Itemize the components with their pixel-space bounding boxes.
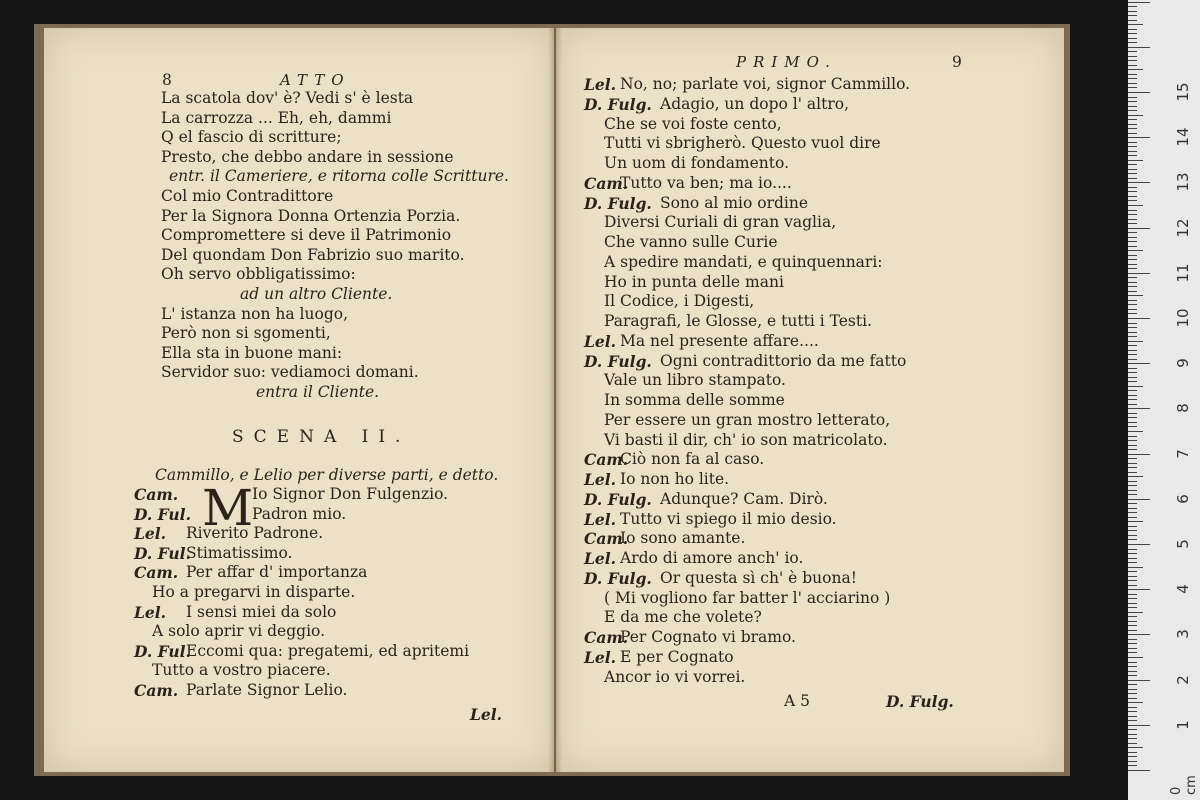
ruler-number: 5 xyxy=(1174,539,1192,549)
dialogue-line: I sensi miei da solo xyxy=(186,602,337,621)
body-line: entra il Cliente. xyxy=(256,383,380,401)
ruler-tick xyxy=(1128,634,1150,635)
ruler-tick xyxy=(1128,698,1137,699)
speaker-label: Cam. xyxy=(584,529,629,549)
ruler-tick xyxy=(1128,304,1137,305)
ruler-tick xyxy=(1128,535,1137,536)
ruler-tick xyxy=(1128,155,1137,156)
ruler-tick xyxy=(1128,74,1137,75)
speaker-label: D. Fulg. xyxy=(584,568,652,588)
ruler-tick xyxy=(1128,765,1137,766)
speaker-label: D. Ful. xyxy=(134,504,191,524)
speaker-label: Cam. xyxy=(134,485,179,504)
ruler-tick xyxy=(1128,323,1137,324)
ruler-tick xyxy=(1128,648,1137,649)
ruler-number: 9 xyxy=(1174,358,1192,368)
drop-cap: M xyxy=(202,479,254,537)
dialogue-line: Un uom di fondamento. xyxy=(604,154,790,172)
ruler-tick xyxy=(1128,702,1143,703)
ruler-tick xyxy=(1128,756,1137,757)
ruler-tick xyxy=(1128,133,1137,134)
ruler-tick xyxy=(1128,51,1137,52)
ruler-tick xyxy=(1128,106,1137,107)
ruler-tick xyxy=(1128,562,1137,563)
dialogue-line: Ciò non fa al caso. xyxy=(620,450,765,469)
dialogue-line: Io Signor Don Fulgenzio. xyxy=(252,485,449,503)
dialogue-line: In somma delle somme xyxy=(604,391,785,409)
body-line: L' istanza non ha luogo, xyxy=(161,304,349,323)
ruler-tick xyxy=(1128,264,1137,265)
ruler-tick xyxy=(1128,390,1137,391)
right-page-number: 9 xyxy=(952,53,962,71)
body-line: Servidor suo: vediamoci domani. xyxy=(161,363,419,382)
ruler-number: 11 xyxy=(1174,263,1192,283)
ruler-tick xyxy=(1128,485,1137,486)
ruler-tick xyxy=(1128,200,1137,201)
ruler-tick xyxy=(1128,124,1137,125)
ruler-tick xyxy=(1128,576,1137,577)
ruler-tick xyxy=(1128,210,1137,211)
ruler-tick xyxy=(1128,377,1137,378)
dialogue-line: Per Cognato vi bramo. xyxy=(620,628,796,646)
ruler-tick xyxy=(1128,38,1137,39)
dialogue-line: Tutto a vostro piacere. xyxy=(152,661,331,680)
ruler-tick xyxy=(1128,521,1143,522)
ruler-tick xyxy=(1128,499,1150,500)
ruler-tick xyxy=(1128,173,1137,174)
ruler-tick xyxy=(1128,56,1137,57)
left-page xyxy=(44,28,554,772)
body-line: Per la Signora Donna Ortenzia Porzia. xyxy=(161,206,461,225)
dialogue-line: A solo aprir vi deggio. xyxy=(152,622,326,641)
ruler-tick xyxy=(1128,734,1137,735)
dialogue-line: Riverito Padrone. xyxy=(186,524,324,543)
dialogue-line: A spedire mandati, e quinquennari: xyxy=(604,252,883,271)
speaker-label: D. Fulg. xyxy=(584,193,652,213)
ruler-tick xyxy=(1128,580,1137,581)
dialogue-line: Stimatissimo. xyxy=(186,543,293,562)
ruler-tick xyxy=(1128,598,1137,599)
ruler-tick xyxy=(1128,567,1143,568)
dialogue-line: Io non ho lite. xyxy=(620,470,730,488)
ruler-tick xyxy=(1128,503,1137,504)
ruler-tick xyxy=(1128,350,1137,351)
ruler-tick xyxy=(1128,178,1137,179)
ruler-tick xyxy=(1128,110,1137,111)
ruler-tick xyxy=(1128,228,1150,229)
catchword: D. Fulg. xyxy=(886,692,954,711)
ruler-tick xyxy=(1128,662,1137,663)
ruler-tick xyxy=(1128,160,1143,161)
ruler-tick xyxy=(1128,15,1137,16)
ruler-tick xyxy=(1128,716,1137,717)
ruler-tick xyxy=(1128,657,1143,658)
dialogue-line: Eccomi qua: pregatemi, ed apritemi xyxy=(186,641,470,660)
ruler-tick xyxy=(1128,625,1137,626)
ruler-tick xyxy=(1128,115,1143,116)
ruler-tick xyxy=(1128,490,1137,491)
ruler-tick xyxy=(1128,282,1137,283)
dialogue-line: Vi basti il dir, ch' io son matricolato. xyxy=(604,430,888,449)
ruler-tick xyxy=(1128,187,1137,188)
speaker-label: Cam. xyxy=(134,563,179,583)
ruler-tick xyxy=(1128,693,1137,694)
body-line: Q el fascio di scritture; xyxy=(161,128,342,147)
ruler-number: 4 xyxy=(1174,584,1192,594)
dialogue-line: Per essere un gran mostro letterato, xyxy=(604,410,891,429)
ruler-tick xyxy=(1128,616,1137,617)
dialogue-line: Per affar d' importanza xyxy=(186,563,368,582)
ruler-tick xyxy=(1128,219,1137,220)
ruler-tick xyxy=(1128,417,1137,418)
ruler-tick xyxy=(1128,707,1137,708)
ruler-tick xyxy=(1128,747,1143,748)
speaker-label: Lel. xyxy=(134,524,167,544)
ruler-tick xyxy=(1128,639,1137,640)
dialogue-line: Parlate Signor Lelio. xyxy=(186,681,348,699)
ruler-tick xyxy=(1128,607,1137,608)
ruler-tick xyxy=(1128,440,1137,441)
ruler-number: 12 xyxy=(1174,218,1192,238)
ruler-tick xyxy=(1128,643,1137,644)
ruler-tick xyxy=(1128,494,1137,495)
ruler-tick xyxy=(1128,680,1150,681)
ruler-tick xyxy=(1128,286,1137,287)
body-line: Del quondam Don Fabrizio suo marito. xyxy=(161,245,465,264)
ruler-number: 2 xyxy=(1174,674,1192,685)
stage-direction: Cammillo, e Lelio per diverse parti, e detto. xyxy=(155,466,499,484)
ruler-number: 3 xyxy=(1174,629,1192,640)
dialogue-line: Ancor io vi vorrei. xyxy=(604,667,746,686)
speaker-label: Lel. xyxy=(584,647,617,667)
dialogue-line: E per Cognato xyxy=(620,647,734,666)
ruler-tick xyxy=(1128,463,1137,464)
ruler-tick xyxy=(1128,363,1150,364)
left-running-head: ATTO xyxy=(280,71,351,89)
dialogue-line: Io sono amante. xyxy=(620,529,746,548)
body-line: Col mio Contradittore xyxy=(161,187,334,205)
ruler-tick xyxy=(1128,232,1137,233)
ruler-tick xyxy=(1128,11,1137,12)
dialogue-line: Vale un libro stampato. xyxy=(604,371,786,390)
speaker-label: Lel. xyxy=(584,470,617,489)
ruler-tick xyxy=(1128,291,1137,292)
ruler-tick xyxy=(1128,164,1137,165)
ruler-tick xyxy=(1128,743,1137,744)
body-line: Però non si sgomenti, xyxy=(161,324,331,343)
book-gutter xyxy=(548,28,562,772)
dialogue-line: Che se voi foste cento, xyxy=(604,114,782,133)
scene-heading: SCENA II. xyxy=(232,427,411,447)
ruler-tick xyxy=(1128,214,1137,215)
ruler-tick xyxy=(1128,119,1137,120)
body-line: ad un altro Cliente. xyxy=(240,285,393,303)
ruler-tick xyxy=(1128,549,1137,550)
ruler-tick xyxy=(1128,151,1137,152)
ruler-tick xyxy=(1128,223,1137,224)
ruler-tick xyxy=(1128,268,1137,269)
ruler-tick xyxy=(1128,250,1143,251)
ruler-tick xyxy=(1128,205,1143,206)
ruler-tick xyxy=(1128,33,1137,34)
ruler-tick xyxy=(1128,526,1137,527)
ruler-tick xyxy=(1128,20,1137,21)
ruler-number: 14 xyxy=(1174,127,1192,147)
ruler-tick xyxy=(1128,381,1137,382)
ruler-tick xyxy=(1128,246,1137,247)
ruler-tick xyxy=(1128,752,1137,753)
ruler-tick xyxy=(1128,530,1137,531)
body-line: Ella sta in buone mani: xyxy=(161,343,343,362)
ruler-tick xyxy=(1128,29,1137,30)
ruler-tick xyxy=(1128,612,1143,613)
ruler-tick xyxy=(1128,255,1137,256)
ruler-tick xyxy=(1128,404,1137,405)
ruler-tick xyxy=(1128,652,1137,653)
ruler-tick xyxy=(1128,436,1137,437)
ruler-tick xyxy=(1128,621,1137,622)
signature-mark: A 5 xyxy=(784,692,810,710)
ruler-tick xyxy=(1128,83,1137,84)
dialogue-line: Sono al mio ordine xyxy=(660,193,809,212)
ruler-tick xyxy=(1128,589,1150,590)
ruler-tick xyxy=(1128,720,1137,721)
speaker-label: Lel. xyxy=(584,331,617,351)
ruler-tick xyxy=(1128,60,1137,61)
speaker-label: Cam. xyxy=(584,173,629,193)
ruler-tick xyxy=(1128,237,1137,238)
body-line: Oh servo obbligatissimo: xyxy=(161,265,356,284)
ruler-tick xyxy=(1128,318,1150,319)
ruler-tick xyxy=(1128,241,1137,242)
ruler-tick xyxy=(1128,128,1137,129)
speaker-label: Lel. xyxy=(584,549,617,568)
dialogue-line: Ho in punta delle mani xyxy=(604,272,784,291)
ruler-tick xyxy=(1128,336,1137,337)
ruler-tick xyxy=(1128,684,1137,685)
dialogue-line: Ogni contradittorio da me fatto xyxy=(660,351,907,370)
ruler-tick xyxy=(1128,277,1137,278)
right-page xyxy=(556,28,1064,772)
dialogue-line: Ma nel presente affare.... xyxy=(620,331,819,350)
ruler-tick xyxy=(1128,512,1137,513)
speaker-label: Cam. xyxy=(134,681,179,700)
ruler-tick xyxy=(1128,137,1150,138)
ruler-tick xyxy=(1128,359,1137,360)
speaker-label: Lel. xyxy=(134,602,167,622)
ruler-tick xyxy=(1128,341,1143,342)
dialogue-line: Diversi Curiali di gran vaglia, xyxy=(604,213,837,232)
ruler-tick xyxy=(1128,101,1137,102)
ruler-tick xyxy=(1128,142,1137,143)
ruler-tick xyxy=(1128,65,1137,66)
dialogue-line: Paragrafi, le Glosse, e tutti i Testi. xyxy=(604,312,872,330)
ruler-tick xyxy=(1128,408,1150,409)
ruler-tick xyxy=(1128,467,1137,468)
ruler-tick xyxy=(1128,553,1137,554)
ruler-tick xyxy=(1128,332,1137,333)
ruler-number: 1 xyxy=(1174,720,1192,730)
ruler-tick xyxy=(1128,445,1137,446)
ruler-tick xyxy=(1128,594,1137,595)
ruler-number: 13 xyxy=(1174,172,1192,192)
ruler-tick xyxy=(1128,431,1143,432)
dialogue-line: Il Codice, i Digesti, xyxy=(604,292,755,311)
catchword: Lel. xyxy=(470,705,503,724)
ruler-tick xyxy=(1128,368,1137,369)
ruler-tick xyxy=(1128,481,1137,482)
ruler-tick xyxy=(1128,92,1150,93)
ruler-tick xyxy=(1128,300,1137,301)
ruler-tick xyxy=(1128,313,1137,314)
ruler-tick xyxy=(1128,689,1137,690)
ruler-tick xyxy=(1128,24,1143,25)
ruler-tick xyxy=(1128,327,1137,328)
ruler-number: 15 xyxy=(1174,82,1192,102)
speaker-label: D. Fulg. xyxy=(584,94,652,114)
ruler-tick xyxy=(1128,386,1143,387)
ruler-tick xyxy=(1128,603,1137,604)
dialogue-line: Tutto vi spiego il mio desio. xyxy=(620,509,837,528)
ruler-tick xyxy=(1128,87,1137,88)
ruler-tick xyxy=(1128,675,1137,676)
right-running-head: PRIMO. xyxy=(736,53,837,71)
ruler-number: 7 xyxy=(1174,448,1192,459)
ruler-tick xyxy=(1128,449,1137,450)
dialogue-line: Adunque? Cam. Dirò. xyxy=(660,489,828,508)
ruler-tick xyxy=(1128,42,1137,43)
ruler-tick xyxy=(1128,544,1150,545)
dialogue-line: Ho a pregarvi in disparte. xyxy=(152,583,356,601)
ruler-tick xyxy=(1128,571,1137,572)
ruler-tick xyxy=(1128,372,1137,373)
ruler-tick xyxy=(1128,146,1137,147)
ruler-tick xyxy=(1128,770,1150,771)
dialogue-line: Adagio, un dopo l' altro, xyxy=(660,94,849,113)
ruler-unit-label: 0 cm xyxy=(1169,775,1199,795)
body-line: Compromettere si deve il Patrimonio xyxy=(161,226,452,245)
dialogue-line: Ardo di amore anch' io. xyxy=(620,549,804,567)
left-page-number: 8 xyxy=(162,71,172,89)
speaker-label: Cam. xyxy=(584,450,629,470)
dialogue-line: Padron mio. xyxy=(252,504,347,523)
ruler-tick xyxy=(1128,458,1137,459)
body-line: entr. il Cameriere, e ritorna colle Scritture. xyxy=(169,167,509,186)
ruler-tick xyxy=(1128,558,1137,559)
dialogue-line: Tutti vi sbrigherò. Questo vuol dire xyxy=(604,134,881,153)
ruler-number: 8 xyxy=(1174,403,1192,414)
ruler-tick xyxy=(1128,273,1150,274)
ruler-tick xyxy=(1128,97,1137,98)
body-line: La scatola dov' è? Vedi s' è lesta xyxy=(161,89,414,107)
ruler-tick xyxy=(1128,517,1137,518)
dialogue-line: No, no; parlate voi, signor Cammillo. xyxy=(620,75,911,93)
speaker-label: D. Fulg. xyxy=(584,351,652,371)
speaker-label: Lel. xyxy=(584,509,617,529)
speaker-label: D. Ful. xyxy=(134,543,191,563)
ruler-tick xyxy=(1128,761,1137,762)
scale-ruler xyxy=(1128,0,1200,800)
speaker-label: D. Ful. xyxy=(134,641,191,661)
ruler-tick xyxy=(1128,472,1137,473)
ruler-tick xyxy=(1128,182,1150,183)
ruler-tick xyxy=(1128,196,1137,197)
ruler-tick xyxy=(1128,6,1137,7)
body-line: La carrozza ... Eh, eh, dammi xyxy=(161,108,392,127)
dialogue-line: ( Mi vogliono far batter l' acciarino ) xyxy=(604,588,891,607)
ruler-tick xyxy=(1128,191,1137,192)
ruler-tick xyxy=(1128,345,1137,346)
dialogue-line: Che vanno sulle Curie xyxy=(604,233,778,251)
ruler-tick xyxy=(1128,47,1150,48)
ruler-tick xyxy=(1128,671,1137,672)
ruler-number: 10 xyxy=(1174,308,1192,328)
ruler-tick xyxy=(1128,399,1137,400)
ruler-tick xyxy=(1128,711,1137,712)
ruler-tick xyxy=(1128,2,1150,3)
ruler-tick xyxy=(1128,585,1137,586)
ruler-tick xyxy=(1128,309,1137,310)
dialogue-line: Or questa sì ch' è buona! xyxy=(660,568,857,587)
ruler-tick xyxy=(1128,725,1150,726)
ruler-tick xyxy=(1128,413,1137,414)
ruler-tick xyxy=(1128,169,1137,170)
speaker-label: Cam. xyxy=(584,628,629,647)
ruler-number: 6 xyxy=(1174,494,1192,504)
speaker-label: D. Fulg. xyxy=(584,489,652,509)
speaker-label: Lel. xyxy=(584,75,617,94)
ruler-tick xyxy=(1128,539,1137,540)
ruler-tick xyxy=(1128,729,1137,730)
ruler-tick xyxy=(1128,630,1137,631)
ruler-tick xyxy=(1128,354,1137,355)
ruler-tick xyxy=(1128,69,1143,70)
ruler-tick xyxy=(1128,295,1143,296)
ruler-tick xyxy=(1128,454,1150,455)
dialogue-line: Tutto va ben; ma io.... xyxy=(620,173,792,192)
ruler-tick xyxy=(1128,259,1137,260)
dialogue-line: E da me che volete? xyxy=(604,608,762,627)
ruler-tick xyxy=(1128,426,1137,427)
ruler-tick xyxy=(1128,395,1137,396)
ruler-tick xyxy=(1128,508,1137,509)
ruler-tick xyxy=(1128,476,1143,477)
ruler-tick xyxy=(1128,422,1137,423)
ruler-tick xyxy=(1128,78,1137,79)
body-line: Presto, che debbo andare in sessione xyxy=(161,147,454,166)
ruler-tick xyxy=(1128,738,1137,739)
ruler-tick xyxy=(1128,666,1137,667)
